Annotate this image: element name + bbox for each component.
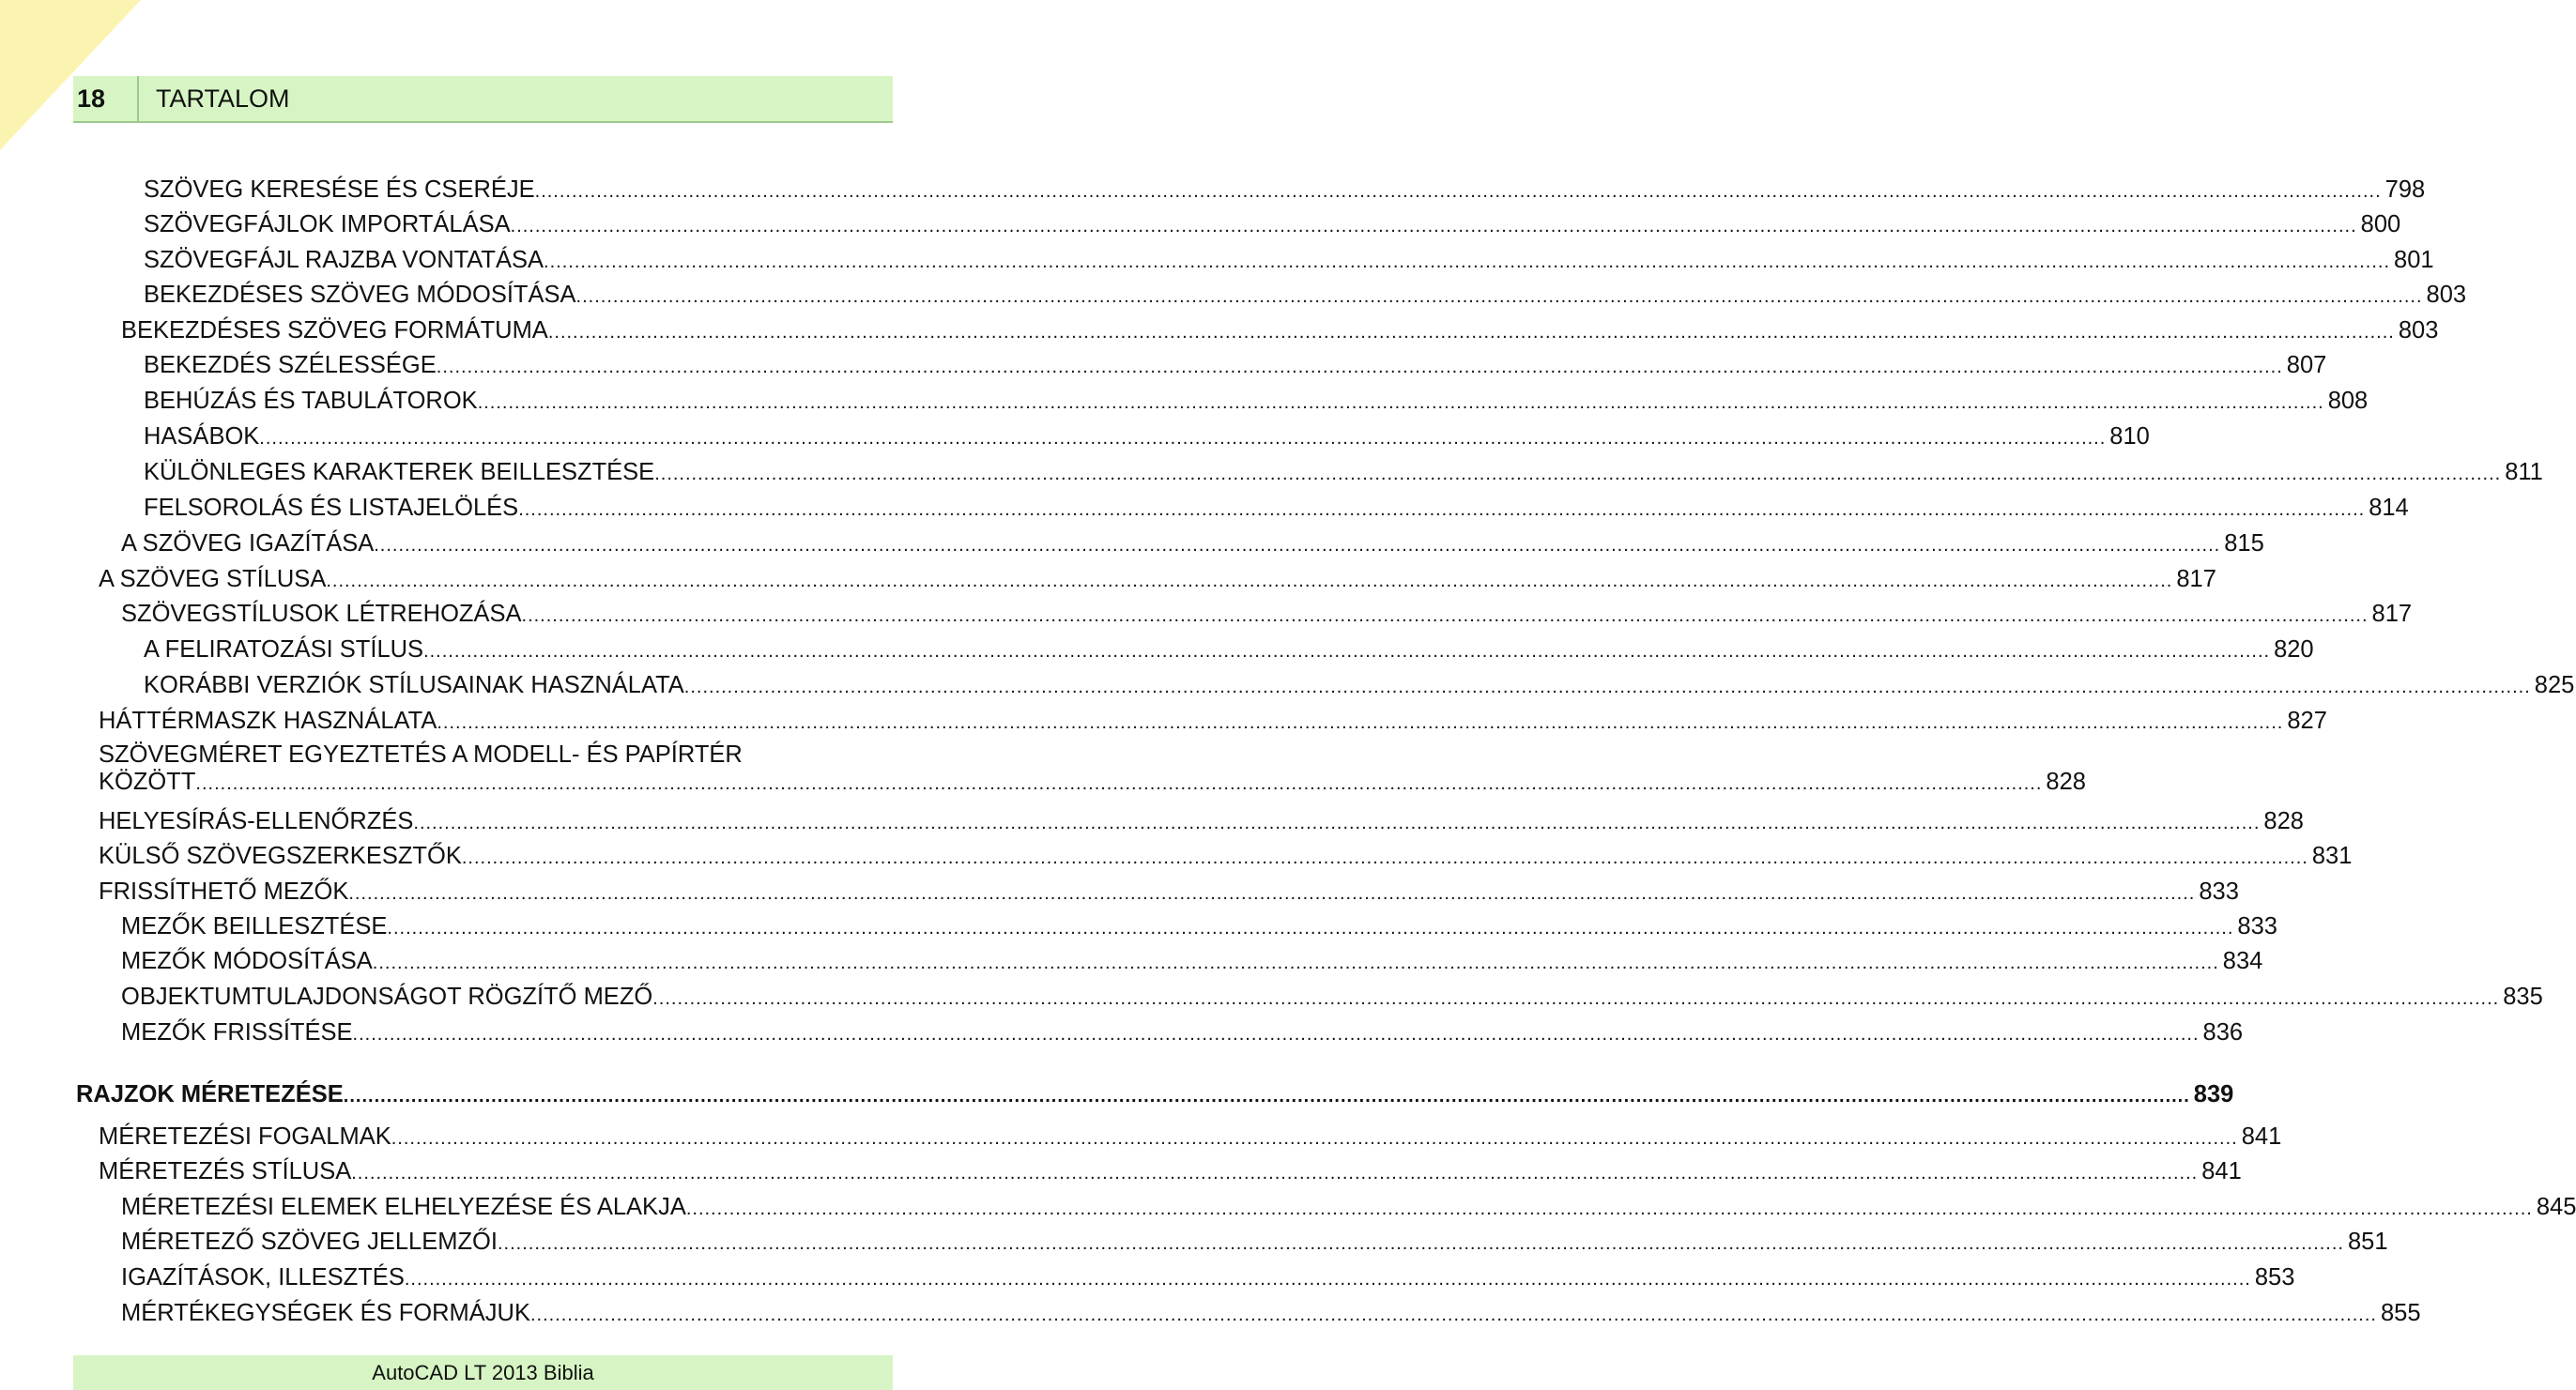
toc-entry-page: 841: [2241, 1123, 2282, 1150]
dot-leader: ............................................................................................................................................................................................................................................................................................................: [652, 988, 2500, 1009]
dot-leader: ............................................................................................................................................................................................................................................................................................................: [529, 1305, 2377, 1325]
dot-leader: ............................................................................................................................................................................................................................................................................................................: [348, 883, 2196, 904]
toc-entry[interactable]: [144, 423, 2150, 451]
toc-entry[interactable]: [144, 282, 2467, 309]
toc-entry-page: 834: [2222, 948, 2263, 974]
toc-entry-label: A SZÖVEG STÍLUSA: [99, 566, 327, 592]
toc-entry[interactable]: [121, 317, 2439, 344]
dot-leader: ............................................................................................................................................................................................................................................................................................................: [404, 1269, 2251, 1290]
toc-entry-label: BEHÚZÁS ÉS TABULÁTOROK: [144, 388, 478, 414]
toc-entry-label-line1: SZÖVEGMÉRET EGYEZTETÉS A MODELL- ÉS PAPÍRTÉR: [99, 741, 743, 768]
toc-entry-page: 820: [2274, 636, 2314, 663]
toc-entry-page: 828: [2046, 769, 2086, 795]
page-header: [73, 76, 893, 123]
toc-entry-label: KÜLSŐ SZÖVEGSZERKESZTŐK: [99, 843, 462, 869]
toc-entry-page: 817: [2176, 566, 2216, 592]
toc-entry[interactable]: [121, 1019, 2244, 1046]
toc-entry[interactable]: [121, 948, 2263, 975]
dot-leader: ............................................................................................................................................................................................................................................................................................................: [547, 322, 2395, 343]
toc-entry-label: KORÁBBI VERZIÓK STÍLUSAINAK HASZNÁLATA: [144, 672, 684, 698]
toc-entry-label: KÜLÖNLEGES KARAKTEREK BEILLESZTÉSE: [144, 459, 655, 485]
toc-entry-page: 855: [2380, 1300, 2421, 1326]
dot-leader: ............................................................................................................................................................................................................................................................................................................: [654, 464, 2502, 484]
page-footer: AutoCAD LT 2013 Biblia: [73, 1355, 893, 1390]
toc-entry[interactable]: [144, 495, 2409, 522]
toc-entry[interactable]: [76, 1081, 2234, 1108]
toc-entry[interactable]: [99, 808, 2304, 835]
toc-entry[interactable]: [144, 176, 2426, 204]
toc-entry-page: 811: [2505, 459, 2543, 485]
toc-entry-page: 803: [2426, 282, 2467, 308]
toc-entry-label: MÉRTÉKEGYSÉGEK ÉS FORMÁJUK: [121, 1300, 530, 1326]
toc-entry-label: MÉRETEZÉSI FOGALMAK: [99, 1123, 391, 1150]
toc-entry[interactable]: [144, 636, 2314, 664]
toc-entry-label: MEZŐK FRISSÍTÉSE: [121, 1019, 353, 1046]
page-corner-decoration: [0, 0, 141, 150]
dot-leader: ............................................................................................................................................................................................................................................................................................................: [477, 392, 2324, 413]
toc-entry[interactable]: [144, 388, 2369, 415]
toc-entry-label: BEKEZDÉS SZÉLESSÉGE: [144, 352, 437, 378]
toc-entry-label: A SZÖVEG IGAZÍTÁSA: [121, 530, 375, 557]
toc-entry-page: 798: [2384, 176, 2426, 203]
toc-entry[interactable]: [121, 601, 2413, 628]
dot-leader: ............................................................................................................................................................................................................................................................................................................: [436, 357, 2283, 377]
toc-entry-page: 808: [2327, 388, 2369, 414]
toc-entry-label: MÉRETEZŐ SZÖVEG JELLEMZŐI: [121, 1229, 498, 1255]
dot-leader: ............................................................................................................................................................................................................................................................................................................: [461, 848, 2308, 868]
toc-entry-label: IGAZÍTÁSOK, ILLESZTÉS: [121, 1264, 405, 1291]
toc-entry[interactable]: [121, 913, 2277, 940]
dot-leader: ............................................................................................................................................................................................................................................................................................................: [497, 1233, 2344, 1254]
toc-entry-label: HELYESÍRÁS-ELLENŐRZÉS: [99, 808, 414, 834]
toc-entry-page: 831: [2311, 843, 2353, 869]
toc-entry[interactable]: [144, 672, 2575, 699]
dot-leader: ............................................................................................................................................................................................................................................................................................................: [510, 216, 2357, 237]
toc-entry[interactable]: [121, 530, 2264, 558]
toc-entry-label: MÉRETEZÉSI ELEMEK ELHELYEZÉSE ÉS ALAKJA: [121, 1194, 686, 1220]
toc-entry-page: 833: [2199, 878, 2239, 905]
toc-entry[interactable]: [99, 878, 2239, 906]
toc-entry-label: SZÖVEGFÁJLOK IMPORTÁLÁSA: [144, 211, 511, 237]
dot-leader: ............................................................................................................................................................................................................................................................................................................: [423, 641, 2271, 662]
toc-entry-page: 803: [2398, 317, 2439, 344]
toc-entry-page: 833: [2237, 913, 2277, 939]
toc-entry[interactable]: [144, 211, 2401, 238]
toc-entry[interactable]: [121, 984, 2543, 1011]
page-number: 18: [73, 76, 139, 121]
toc-entry-page: 810: [2109, 423, 2150, 450]
toc-entry-label: BEKEZDÉSES SZÖVEG MÓDOSÍTÁSA: [144, 282, 576, 308]
dot-leader: ............................................................................................................................................................................................................................................................................................................: [259, 428, 2107, 449]
toc-entry-label: SZÖVEGSTÍLUSOK LÉTREHOZÁSA: [121, 601, 522, 627]
toc-entry[interactable]: [121, 1264, 2295, 1291]
dot-leader: ............................................................................................................................................................................................................................................................................................................: [391, 1128, 2238, 1149]
dot-leader: ............................................................................................................................................................................................................................................................................................................: [413, 813, 2261, 833]
toc-entry[interactable]: [99, 843, 2353, 870]
toc-entry[interactable]: [99, 741, 2086, 796]
toc-entry-page: 817: [2371, 601, 2413, 627]
toc-entry-page: 827: [2287, 708, 2327, 734]
toc-entry-label: HASÁBOK: [144, 423, 260, 450]
toc-entry-label: SZÖVEGFÁJL RAJZBA VONTATÁSA: [144, 247, 544, 273]
dot-leader: ............................................................................................................................................................................................................................................................................................................: [683, 677, 2531, 697]
dot-leader: ............................................................................................................................................................................................................................................................................................................: [575, 286, 2423, 307]
toc-entry-page: 807: [2286, 352, 2327, 378]
dot-leader: ............................................................................................................................................................................................................................................................................................................: [351, 1163, 2199, 1184]
toc-entry-page: 815: [2224, 530, 2264, 557]
toc-entry-page: 800: [2360, 211, 2401, 237]
toc-entry-page: 841: [2201, 1158, 2242, 1184]
toc-entry-page: 828: [2263, 808, 2304, 834]
dot-leader: ............................................................................................................................................................................................................................................................................................................: [326, 571, 2173, 591]
toc-entry-page: 814: [2369, 495, 2409, 521]
toc-entry-page: 801: [2394, 247, 2434, 273]
dot-leader: ............................................................................................................................................................................................................................................................................................................: [518, 499, 2366, 520]
toc-entry[interactable]: [121, 1194, 2576, 1221]
page-title: TARTALOM: [156, 84, 290, 113]
toc-entry[interactable]: [99, 708, 2327, 735]
dot-leader: ............................................................................................................................................................................................................................................................................................................: [343, 1086, 2190, 1107]
dot-leader: ............................................................................................................................................................................................................................................................................................................: [372, 953, 2219, 973]
dot-leader: ............................................................................................................................................................................................................................................................................................................: [685, 1199, 2533, 1219]
toc-entry[interactable]: [144, 459, 2543, 486]
toc-entry[interactable]: [121, 1300, 2421, 1327]
toc-entry-label: SZÖVEG KERESÉSE ÉS CSERÉJE: [144, 176, 535, 203]
dot-leader: ............................................................................................................................................................................................................................................................................................................: [544, 252, 2391, 272]
dot-leader: ............................................................................................................................................................................................................................................................................................................: [352, 1024, 2200, 1045]
toc-entry[interactable]: [121, 1229, 2388, 1256]
toc-entry[interactable]: [144, 247, 2434, 274]
dot-leader: ............................................................................................................................................................................................................................................................................................................: [387, 918, 2234, 939]
toc-entry-label: KÖZÖTT: [99, 769, 196, 795]
toc-entry-label: BEKEZDÉSES SZÖVEG FORMÁTUMA: [121, 317, 548, 344]
dot-leader: ............................................................................................................................................................................................................................................................................................................: [437, 712, 2284, 733]
dot-leader: ............................................................................................................................................................................................................................................................................................................: [195, 773, 2043, 794]
toc-entry-page: 851: [2347, 1229, 2388, 1255]
toc-entry-label: RAJZOK MÉRETEZÉSE: [76, 1081, 344, 1107]
toc-entry-label: FELSOROLÁS ÉS LISTAJELÖLÉS: [144, 495, 519, 521]
toc-entry-label: A FELIRATOZÁSI STÍLUS: [144, 636, 424, 663]
toc-entry-label: MEZŐK BEILLESZTÉSE: [121, 913, 388, 939]
toc-entry-page: 835: [2503, 984, 2543, 1010]
toc-entry[interactable]: [99, 1158, 2242, 1185]
toc-entry-page: 845: [2536, 1194, 2576, 1220]
toc-entry-page: 825: [2534, 672, 2575, 698]
toc-entry-label: FRISSÍTHETŐ MEZŐK: [99, 878, 349, 905]
toc-entry-label: OBJEKTUMTULAJDONSÁGOT RÖGZÍTŐ MEZŐ: [121, 984, 653, 1010]
toc-entry-label: MÉRETEZÉS STÍLUSA: [99, 1158, 352, 1184]
toc-entry[interactable]: [144, 352, 2327, 379]
toc-entry-label: HÁTTÉRMASZK HASZNÁLATA: [99, 708, 437, 734]
toc-entry[interactable]: [99, 566, 2216, 593]
dot-leader: ............................................................................................................................................................................................................................................................................................................: [534, 181, 2382, 202]
toc-entry-label: MEZŐK MÓDOSÍTÁSA: [121, 948, 373, 974]
dot-leader: ............................................................................................................................................................................................................................................................................................................: [374, 535, 2221, 556]
toc-entry-page: 836: [2202, 1019, 2244, 1046]
toc-entry-page: 839: [2193, 1081, 2234, 1107]
toc-entry-page: 853: [2254, 1264, 2295, 1291]
dot-leader: ............................................................................................................................................................................................................................................................................................................: [521, 605, 2369, 626]
toc-entry[interactable]: [99, 1123, 2282, 1151]
